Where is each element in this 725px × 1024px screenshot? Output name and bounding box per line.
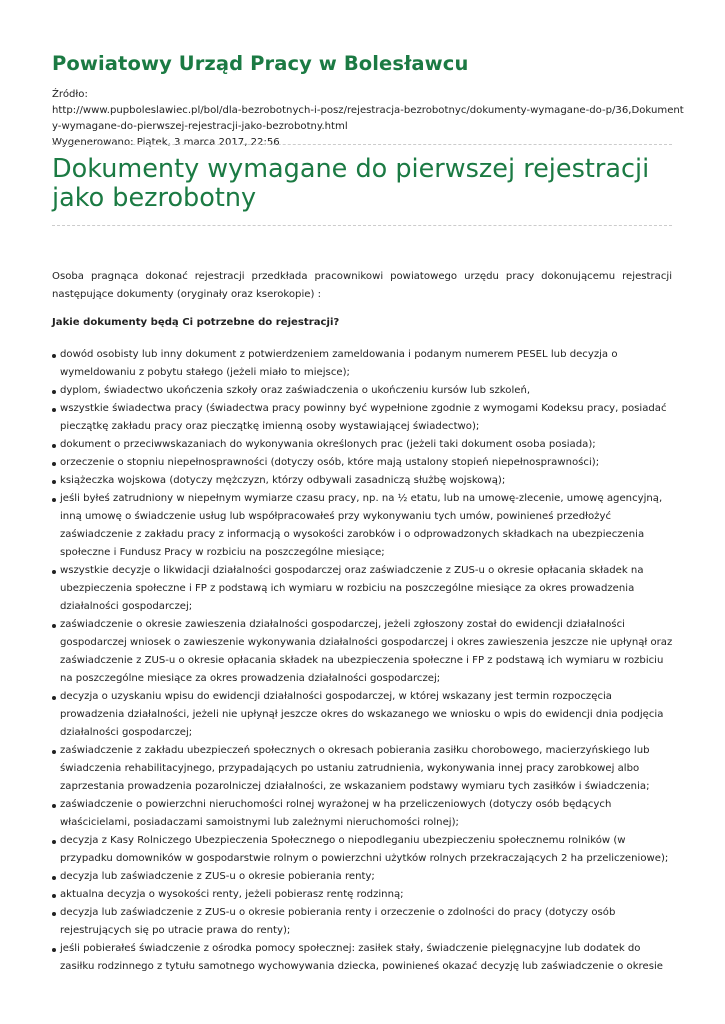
list-item: zaświadczenie z zakładu ubezpieczeń społecznych o okresach pobierania zasiłku chorobowego, macierzyńskiego lub świadczenia rehabilitacyjnego, przypadających po ustaniu zatrudnienia, wykonywania innej pracy zarobkowej albo zaprzestania prowadzenia pozarolniczej działalności, ze wskazaniem podstawy wymiaru tych zasiłków i świadczenia; — [52, 742, 674, 796]
required-documents-list — [52, 346, 674, 976]
list-item: decyzja lub zaświadczenie z ZUS-u o okresie pobierania renty; — [52, 868, 674, 886]
source-url-line-2[interactable]: y-wymagane-do-pierwszej-rejestracji-jako-bezrobotny.html — [52, 121, 348, 132]
section-question: Jakie dokumenty będą Ci potrzebne do rejestracji? — [52, 317, 340, 328]
list-item: aktualna decyzja o wysokości renty, jeżeli pobierasz rentę rodzinną; — [52, 886, 674, 904]
divider — [52, 144, 672, 145]
document-title: Dokumenty wymagane do pierwszej rejestracji jako bezrobotny — [52, 154, 650, 213]
list-item: wszystkie świadectwa pracy (świadectwa pracy powinny być wypełnione zgodnie z wymogami Kodeksu pracy, posiadać pieczątkę zakładu pracy oraz pieczątkę imienną osoby wystawiającej świadectwo); — [52, 400, 674, 436]
list-item: decyzja o uzyskaniu wpisu do ewidencji działalności gospodarczej, w której wskazany jest termin rozpoczęcia prowadzenia działalności, jeżeli nie upłynął jeszcze okres do wskazanego we wniosku o wpis do ewidencji dnia podjęcia działalności gospodarczej; — [52, 688, 674, 742]
list-item: książeczka wojskowa (dotyczy mężczyzn, którzy odbywali zasadniczą służbę wojskową); — [52, 472, 674, 490]
divider — [52, 225, 672, 226]
list-item: wszystkie decyzje o likwidacji działalności gospodarczej oraz zaświadczenie z ZUS-u o okresie opłacania składek na ubezpieczenia społeczne i FP z podstawą ich wymiaru w rozbiciu na poszczególne miesiące za okres prowadzenia działalności gospodarczej; — [52, 562, 674, 616]
source-label: Źródło: — [52, 89, 88, 100]
list-item: zaświadczenie o powierzchni nieruchomości rolnej wyrażonej w ha przeliczeniowych (dotyczy osób będących właścicielami, posiadaczami samoistnymi lub zależnymi nieruchomości rolnej); — [52, 796, 674, 832]
list-item: decyzja lub zaświadczenie z ZUS-u o okresie pobierania renty i orzeczenie o zdolności do pracy (dotyczy osób rejestrujących się po utracie prawa do renty); — [52, 904, 674, 940]
list-item: dowód osobisty lub inny dokument z potwierdzeniem zameldowania i podanym numerem PESEL lub decyzja o wymeldowaniu z pobytu stałego (jeżeli miało to miejsce); — [52, 346, 674, 382]
source-block — [52, 87, 684, 151]
list-item: zaświadczenie o okresie zawieszenia działalności gospodarczej, jeżeli zgłoszony został do ewidencji działalności gospodarczej wniosek o zawieszenie wykonywania działalności gospodarczej i okres zawieszenia jeszcze nie upłynął oraz zaświadczenie z ZUS-u o okresie opłacania składek na ubezpieczenia społeczne i FP z podstawą ich wymiaru w rozbiciu na poszczególne miesiące za okres prowadzenia działalności gospodarczej; — [52, 616, 674, 688]
generated-date: Wygenerowano: Piątek, 3 marca 2017, 22:56 — [52, 137, 280, 148]
list-item: orzeczenie o stopniu niepełnosprawności (dotyczy osób, które mają ustalony stopień niepełnosprawności); — [52, 454, 674, 472]
list-item: dyplom, świadectwo ukończenia szkoły oraz zaświadczenia o ukończeniu kursów lub szkoleń, — [52, 382, 674, 400]
list-item: jeśli byłeś zatrudniony w niepełnym wymiarze czasu pracy, np. na ½ etatu, lub na umowę-zlecenie, umowę agencyjną, inną umowę o świadczenie usług lub współpracowałeś przy wykonywaniu tych umów, powinieneś przedłożyć zaświadczenie z zakładu pracy z informacją o wysokości zarobków i o odprowadzonych składkach na ubezpieczenia społeczne i Fundusz Pracy w rozbiciu na poszczególne miesiące; — [52, 490, 674, 562]
list-item: decyzja z Kasy Rolniczego Ubezpieczenia Społecznego o niepodleganiu ubezpieczeniu społecznemu rolników (w przypadku domowników w gospodarstwie rolnym o powierzchni użytków rolnych przekraczających 2 ha przeliczeniowe); — [52, 832, 674, 868]
site-title: Powiatowy Urząd Pracy w Bolesławcu — [52, 52, 469, 75]
list-item: jeśli pobierałeś świadczenie z ośrodka pomocy społecznej: zasiłek stały, świadczenie pielęgnacyjne lub dodatek do zasiłku rodzinnego z tytułu samotnego wychowywania dziecka, powinieneś okazać decyzję lub zaświadczenie o okresie — [52, 940, 674, 976]
intro-paragraph: Osoba pragnąca dokonać rejestracji przedkłada pracownikowi powiatowego urzędu pracy dokonującemu rejestracji następujące dokumenty (oryginały oraz kserokopie) : — [52, 271, 672, 300]
source-url-line-1[interactable]: http://www.pupboleslawiec.pl/bol/dla-bezrobotnych-i-posz/rejestracja-bezrobotnyc/dokumenty-wymagane-do-p/36,Dokument — [52, 105, 684, 116]
list-item: dokument o przeciwwskazaniach do wykonywania określonych prac (jeżeli taki dokument osoba posiada); — [52, 436, 674, 454]
